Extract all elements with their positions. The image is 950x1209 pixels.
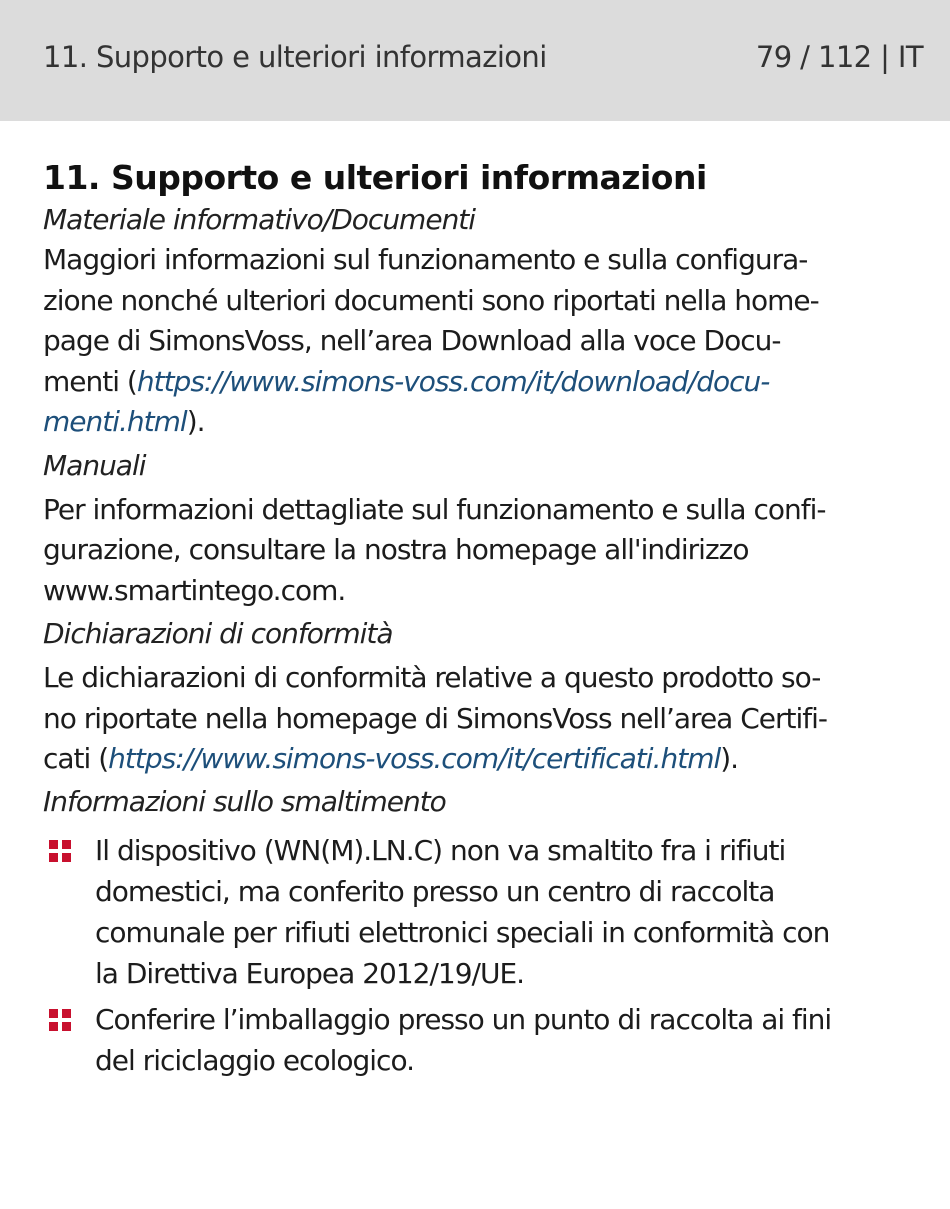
- documents-link[interactable]: [137, 365, 770, 398]
- text-line: la Direttiva Europea 2012/19/UE.: [95, 956, 525, 990]
- subheading-conformity: Dichiarazioni di conformità: [43, 617, 393, 650]
- bullet-square: [49, 1009, 58, 1018]
- text-line: [43, 362, 923, 403]
- paragraph-manuals: [43, 490, 923, 612]
- page-header: [0, 0, 950, 121]
- bullet-square: [49, 853, 58, 862]
- paragraph-conformity: [43, 658, 923, 780]
- bullet-square: [49, 840, 58, 849]
- subheading-documents: Materiale informativo/Documenti: [43, 203, 476, 236]
- text-fragment: ).: [186, 405, 205, 438]
- bullet-square: [62, 840, 71, 849]
- text-line: Maggiori informazioni sul funzionamento e sulla configura-: [43, 243, 808, 276]
- subheading-manuals: Manuali: [43, 448, 146, 482]
- paragraph-documents: [43, 240, 923, 443]
- text-line: [43, 739, 923, 780]
- red-four-square-bullet-icon: [49, 840, 71, 862]
- list-item: [43, 830, 923, 994]
- header-section-title: 11. Supporto e ulteriori informazioni: [43, 40, 547, 74]
- text-line: [43, 402, 923, 443]
- text-line: Conferire l’imballaggio presso un punto di raccolta ai fini: [95, 1002, 832, 1036]
- subheading-disposal: Informazioni sullo smaltimento: [43, 784, 446, 818]
- documents-link-part1: https://www.simons-voss.com/it/download/docu-: [136, 364, 770, 398]
- text-line: comunale per rifiuti elettronici speciali in conformità con: [95, 915, 830, 949]
- text-fragment: ).: [720, 742, 739, 775]
- documents-link-continued[interactable]: [43, 405, 187, 438]
- bullet-square: [62, 853, 71, 862]
- certificates-link[interactable]: https://www.simons-voss.com/it/certificati.html: [108, 742, 721, 775]
- bullet-square: [62, 1022, 71, 1031]
- text-line: Le dichiarazioni di conformità relative a questo prodotto so-: [43, 661, 821, 694]
- documents-link-part2: menti.html: [43, 405, 187, 438]
- text-line: del riciclaggio ecologico.: [95, 1043, 414, 1077]
- text-line: page di SimonsVoss, nell’area Download alla voce Docu-: [43, 324, 781, 357]
- page-content: [43, 156, 923, 1086]
- header-page-info: 79 / 112 | IT: [755, 40, 923, 74]
- text-line: gurazione, consultare la nostra homepage all'indirizzo: [43, 533, 749, 566]
- text-line: domestici, ma conferito presso un centro di raccolta: [95, 874, 775, 908]
- list-item: [43, 999, 923, 1081]
- bullet-square: [62, 1009, 71, 1018]
- bullet-square: [49, 1022, 58, 1031]
- text-line: Per informazioni dettagliate sul funzionamento e sulla confi-: [43, 492, 826, 526]
- text-line: Il dispositivo (WN(M).LN.C) non va smaltito fra i rifiuti: [95, 833, 786, 867]
- page-title: 11. Supporto e ulteriori informazioni: [43, 158, 707, 197]
- text-line: www.smartintego.com.: [43, 573, 346, 607]
- text-line: no riportate nella homepage di SimonsVoss nell’area Certifi-: [43, 701, 828, 735]
- text-fragment: menti (: [43, 364, 137, 398]
- disposal-list: [43, 830, 923, 1081]
- red-four-square-bullet-icon: [49, 1009, 71, 1031]
- text-fragment: cati (: [43, 742, 109, 775]
- text-line: zione nonché ulteriori documenti sono riportati nella home-: [43, 283, 819, 317]
